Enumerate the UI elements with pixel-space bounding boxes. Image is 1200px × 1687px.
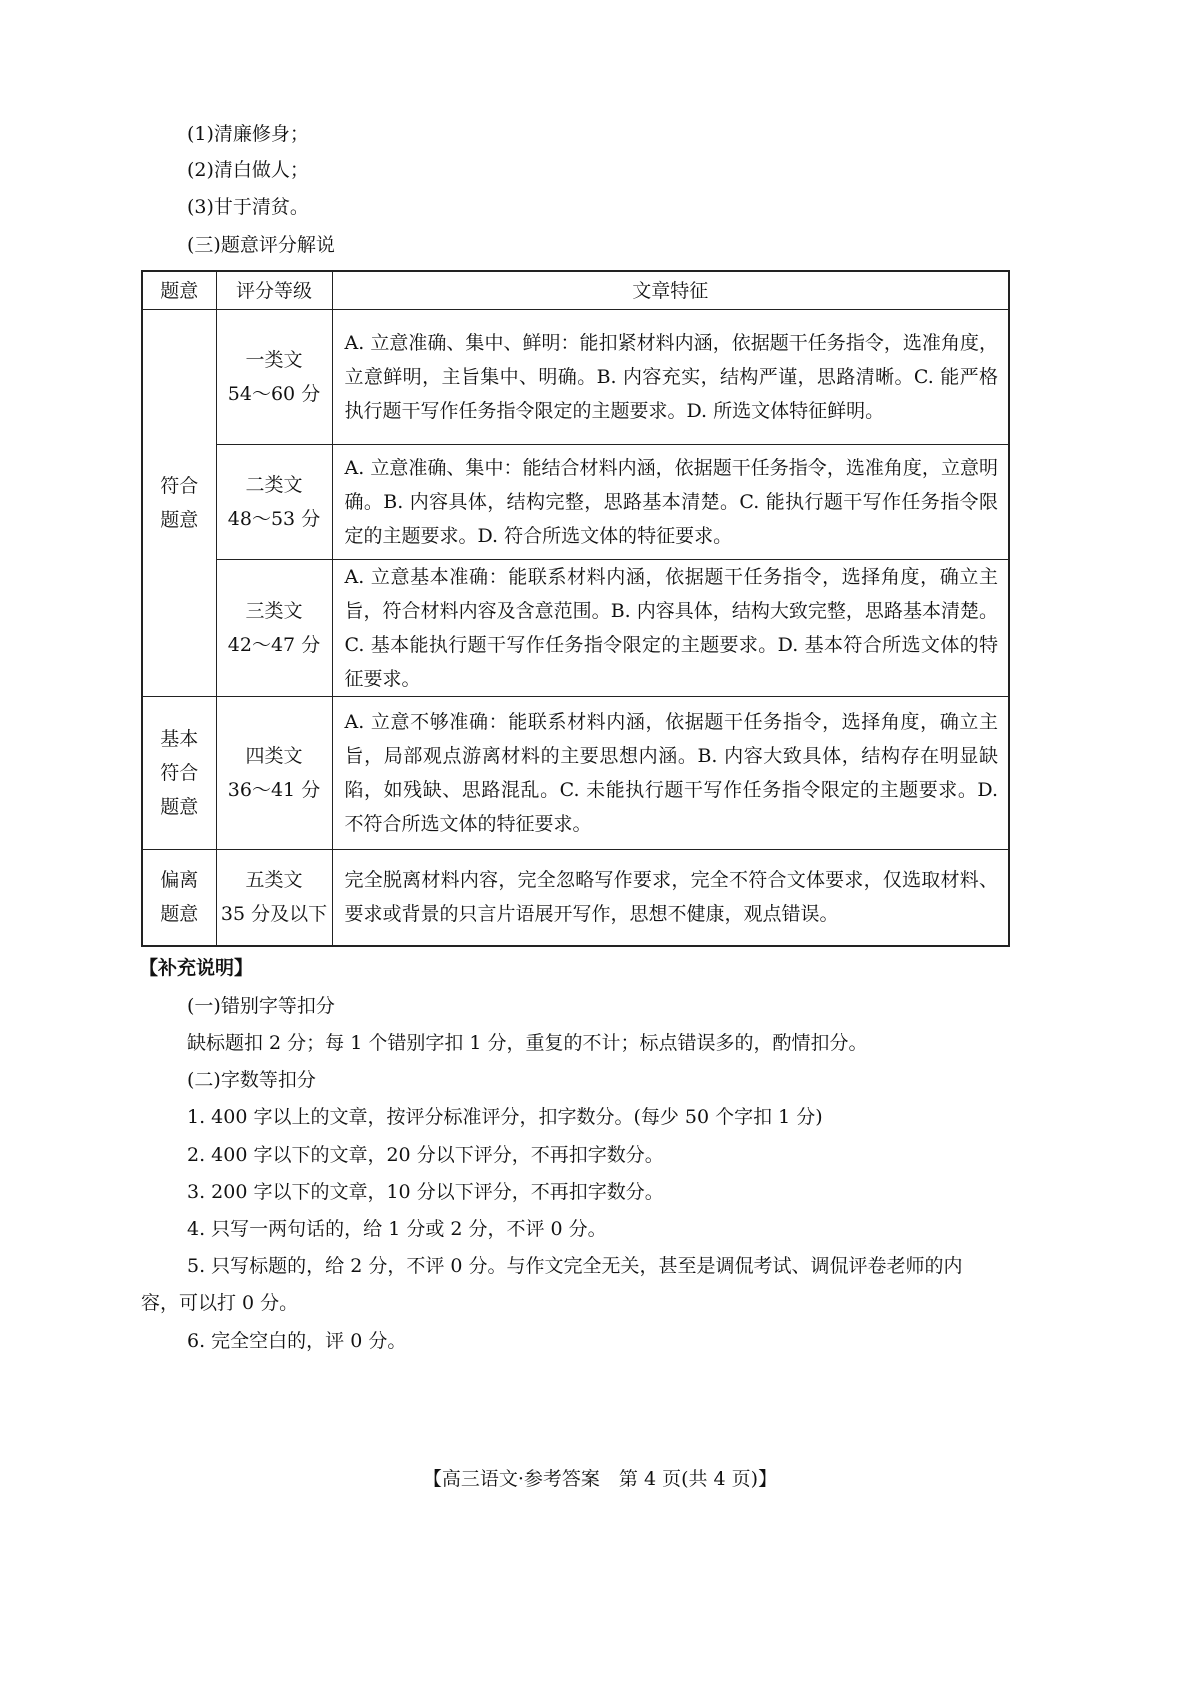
supplement-item: 2. 400 字以下的文章，20 分以下评分，不再扣字数分。 [187,1144,664,1166]
desc-cell: 完全脱离材料内容，完全忽略写作要求，完全不符合文体要求，仅选取材料、要求或背景的只言片语展开写作，思想不健康，观点错误。 [332,850,1009,946]
supplement-text: 缺标题扣 2 分；每 1 个错别字扣 1 分，重复的不计；标点错误多的，酌情扣分。 [187,1032,868,1054]
intro-item: (1)清廉修身； [187,123,309,145]
supplement-title: 【补充说明】 [139,957,254,979]
page-footer: 【高三语文·参考答案 第 4 页(共 4 页)】 [422,1468,778,1490]
intro-item: (2)清白做人； [187,159,309,181]
grade-cell: 二类文 48～53 分 [216,445,332,560]
supplement-subtitle: (一)错别字等扣分 [187,995,335,1017]
grade-cell: 五类文 35 分及以下 [216,850,332,946]
group-label: 符合 题意 [142,310,216,697]
header-cell: 评分等级 [216,271,332,310]
section-title: (三)题意评分解说 [187,234,335,256]
desc-cell: A. 立意准确、集中、鲜明：能扣紧材料内涵，依据题干任务指令，选准角度，立意鲜明，主旨集中、明确。B. 内容充实，结构严谨，思路清晰。C. 能严格执行题干写作任务指令限定的主题要求。D. 所选文体特征鲜明。 [332,310,1009,445]
grade-cell: 四类文 36～41 分 [216,697,332,850]
group-label: 偏离 题意 [142,850,216,946]
table-row [142,445,1009,560]
header-cell: 文章特征 [332,271,1009,310]
supplement-item: 容，可以打 0 分。 [141,1292,299,1314]
supplement-item: 5. 只写标题的，给 2 分，不评 0 分。与作文完全无关，甚至是调侃考试、调侃评卷老师的内 [187,1255,963,1277]
table-row [142,310,1009,445]
desc-cell: A. 立意不够准确：能联系材料内涵，依据题干任务指令，选择角度，确立主旨，局部观点游离材料的主要思想内涵。B. 内容大致具体，结构存在明显缺陷，如残缺、思路混乱。C. 未能执行题干写作任务指令限定的主题要求。D. 不符合所选文体的特征要求。 [332,697,1009,850]
table-row [142,697,1009,850]
group-label: 基本 符合 题意 [142,697,216,850]
supplement-item: 1. 400 字以上的文章，按评分标准评分，扣字数分。(每少 50 个字扣 1 分) [187,1106,823,1128]
table-row [142,850,1009,946]
supplement-item: 4. 只写一两句话的，给 1 分或 2 分，不评 0 分。 [187,1218,607,1240]
desc-cell: A. 立意准确、集中：能结合材料内涵，依据题干任务指令，选准角度，立意明确。B. 内容具体，结构完整，思路基本清楚。C. 能执行题干写作任务指令限定的主题要求。D. 符合所选文体的特征要求。 [332,445,1009,560]
supplement-item: 6. 完全空白的，评 0 分。 [187,1330,407,1352]
table-header-row [142,271,1009,310]
header-cell: 题意 [142,271,216,310]
grade-cell: 三类文 42～47 分 [216,560,332,697]
grade-cell: 一类文 54～60 分 [216,310,332,445]
intro-item: (3)甘于清贫。 [187,196,309,218]
supplement-subtitle: (二)字数等扣分 [187,1069,316,1091]
scoring-table [141,270,1010,947]
desc-cell: A. 立意基本准确：能联系材料内涵，依据题干任务指令，选择角度，确立主旨，符合材料内容及含意范围。B. 内容具体，结构大致完整，思路基本清楚。C. 基本能执行题干写作任务指令限定的主题要求。D. 基本符合所选文体的特征要求。 [332,560,1009,697]
supplement-item: 3. 200 字以下的文章，10 分以下评分，不再扣字数分。 [187,1181,664,1203]
table-row [142,560,1009,697]
